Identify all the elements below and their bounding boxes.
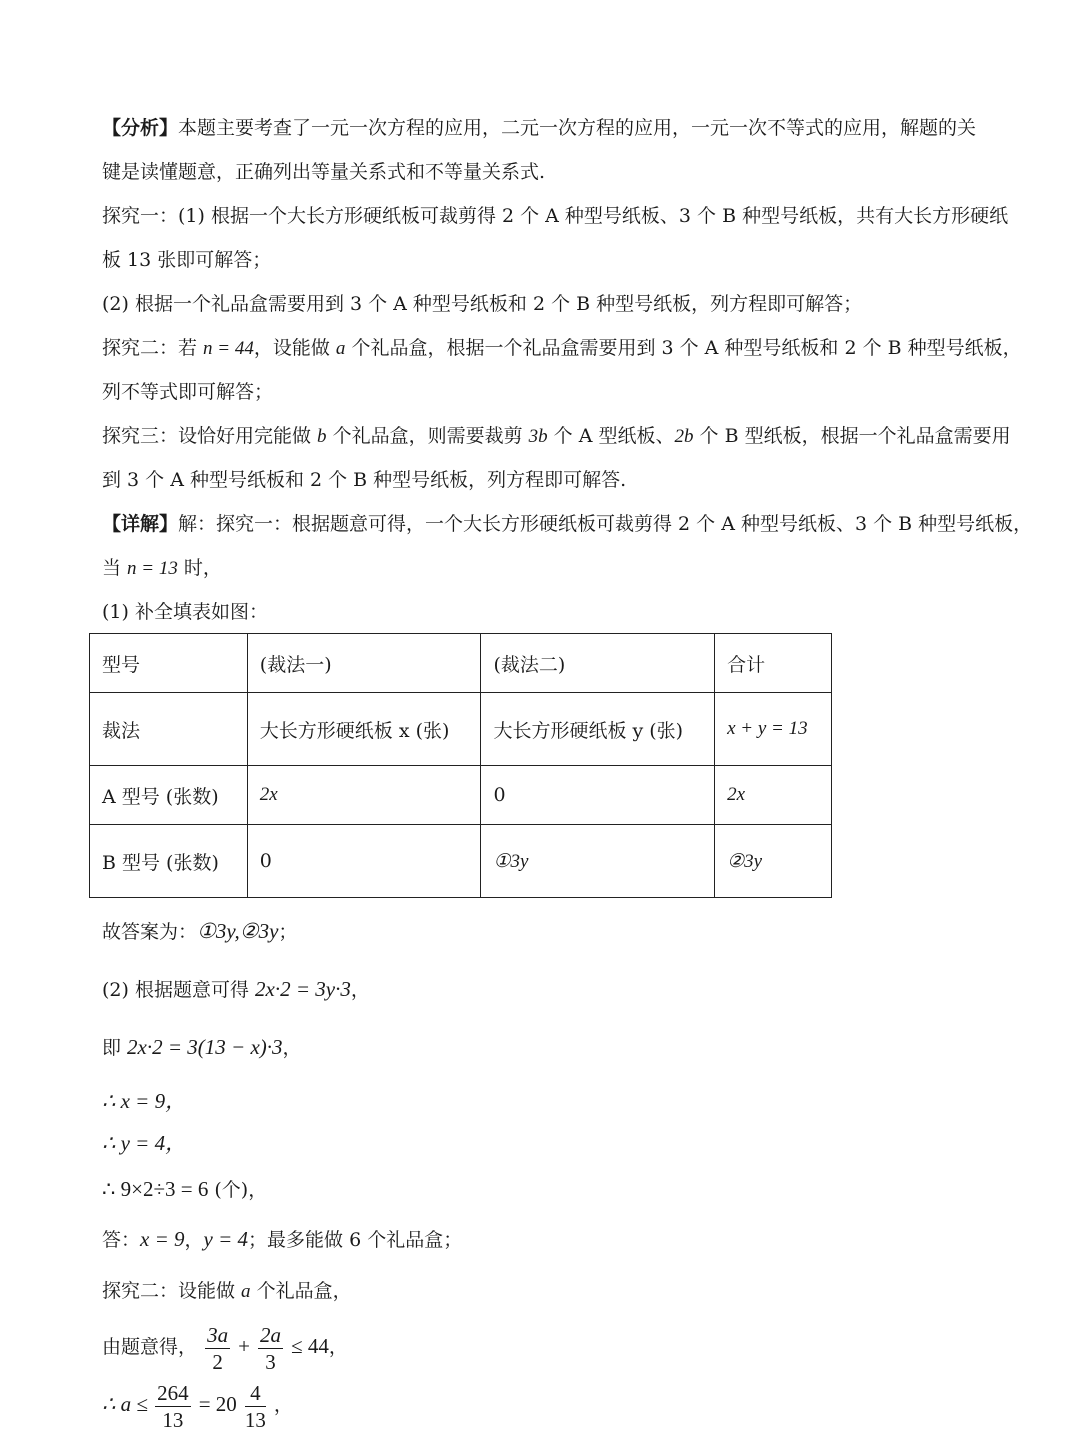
analysis-line-1: 【分析】本题主要考查了一元一次方程的应用，二元一次方程的应用，一元一次不等式的应用，解题的关 [102, 117, 977, 139]
table-cell: x + y = 13 [715, 693, 832, 766]
table-cell: 2x [715, 766, 832, 825]
table-row [90, 693, 832, 766]
part2-intro: 探究二：设能做 a 个礼品盒， [102, 1280, 352, 1302]
inequality: 由题意得， $\frac{3a}{2}$ + $\frac{2a}{3}$ ≤ 44， [102, 1322, 348, 1374]
table-cell: ①3y [481, 825, 715, 898]
answer-2: 答：x = 9，y = 4；最多能做 6 个礼品盒； [102, 1227, 463, 1251]
analysis-label: 【分析】 [102, 117, 179, 139]
table-cell: 2x [247, 766, 481, 825]
table-cell: 大长方形硬纸板 y (张) [481, 693, 715, 766]
table-cell: 合计 [715, 634, 832, 693]
equation-4: ∴ y = 4， [102, 1131, 187, 1155]
analysis-p1-line-2: 板 13 张即可解答； [102, 249, 272, 271]
table-row [90, 825, 832, 898]
table-cell: 型号 [90, 634, 248, 693]
table-cell: ②3y [715, 825, 832, 898]
fraction: $\frac{4}{13}$ [244, 1380, 266, 1432]
table-cell: 裁法 [90, 693, 248, 766]
table-cell: (裁法一) [247, 634, 481, 693]
equation-5: ∴ 9×2÷3 = 6 (个)， [102, 1177, 268, 1201]
detail-label: 【详解】 [102, 513, 179, 535]
table-intro: (1) 补全填表如图： [102, 601, 268, 623]
table-cell: 大长方形硬纸板 x (张) [247, 693, 481, 766]
table-cell: (裁法二) [481, 634, 715, 693]
analysis-p3-line-2: 列不等式即可解答； [102, 381, 274, 403]
analysis-p4-line-2: 到 3 个 A 种型号纸板和 2 个 B 种型号纸板，列方程即可解答. [102, 469, 627, 491]
table-cell: 0 [481, 766, 715, 825]
analysis-p2: (2) 根据一个礼品盒需要用到 3 个 A 种型号纸板和 2 个 B 种型号纸板，列方程即可解答； [102, 293, 863, 315]
table-cell: A 型号 (张数) [90, 766, 248, 825]
detail-line-1: 【详解】解：探究一：根据题意可得，一个大长方形硬纸板可裁剪得 2 个 A 种型号纸板、3 个 B 种型号纸板， [102, 513, 1033, 535]
equation-2: 即 2x·2 = 3(13 − x)·3， [102, 1035, 302, 1059]
cutting-table [89, 633, 832, 898]
math-n-44: n = 44 [203, 338, 254, 359]
analysis-p1-line-1: 探究一：(1) 根据一个大长方形硬纸板可裁剪得 2 个 A 种型号纸板、3 个 B 种型号纸板，共有大长方形硬纸 [102, 205, 1009, 227]
analysis-line-2: 键是读懂题意，正确列出等量关系式和不等量关系式. [102, 161, 546, 183]
fraction: $\frac{3a}{2}$ [207, 1322, 229, 1374]
fraction: $\frac{264}{13}$ [157, 1380, 189, 1432]
table-cell: 0 [247, 825, 481, 898]
table-row [90, 634, 832, 693]
final-inequality: ∴ a ≤ $\frac{264}{13}$ = 20 $\frac{4}{13}$ ， [102, 1380, 293, 1432]
equation-3: ∴ x = 9， [102, 1089, 187, 1113]
table-cell: B 型号 (张数) [90, 825, 248, 898]
fraction: $\frac{2a}{3}$ [260, 1322, 281, 1374]
analysis-p4-line-1: 探究三：设恰好用完能做 b 个礼品盒，则需要裁剪 3b 个 A 型纸板、2b 个 B 型纸板，根据一个礼品盒需要用 [102, 425, 1011, 447]
table-row [90, 766, 832, 825]
analysis-p3-line-1: 探究二：若 n = 44，设能做 a 个礼品盒，根据一个礼品盒需要用到 3 个 A 种型号纸板和 2 个 B 种型号纸板， [102, 337, 1022, 359]
answer-1: 故答案为：①3y,②3y； [102, 919, 298, 943]
equation-1: (2) 根据题意可得 2x·2 = 3y·3， [102, 977, 370, 1001]
detail-line-2: 当 n = 13 时， [102, 557, 222, 579]
